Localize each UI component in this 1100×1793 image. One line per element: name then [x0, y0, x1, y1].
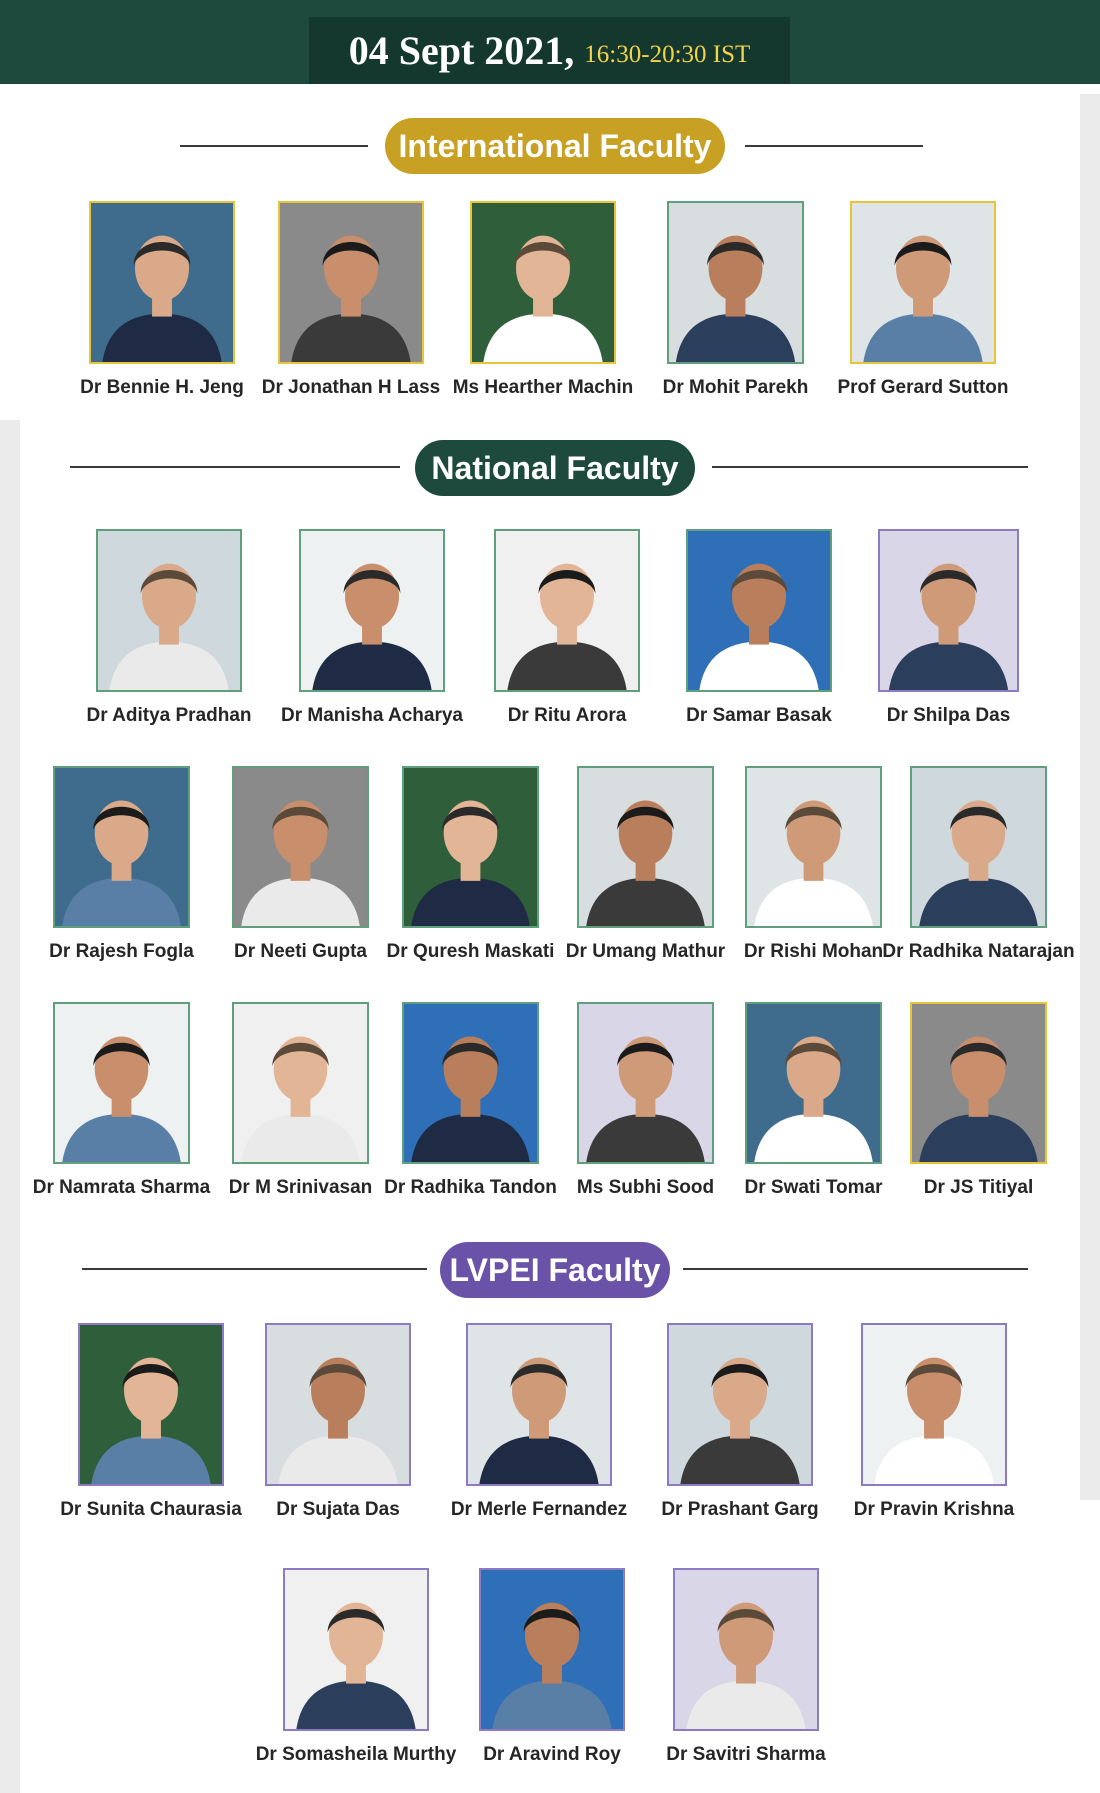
faculty-name: Dr Aditya Pradhan	[86, 705, 252, 726]
national-faculty-card	[49, 766, 194, 968]
national-faculty-card	[86, 529, 252, 732]
national-faculty-card	[882, 766, 1075, 968]
faculty-portrait	[283, 1568, 429, 1731]
faculty-name: Dr Bennie H. Jeng	[80, 377, 244, 398]
faculty-name: Dr Somasheila Murthy	[255, 1744, 457, 1765]
faculty-portrait	[686, 529, 832, 692]
national-faculty-card	[281, 529, 463, 732]
faculty-portrait	[667, 201, 804, 364]
faculty-name: Dr Pravin Krishna	[853, 1499, 1015, 1520]
faculty-portrait	[53, 766, 190, 928]
national-faculty-card	[878, 529, 1019, 732]
faculty-portrait	[850, 201, 996, 364]
faculty-portrait	[673, 1568, 819, 1731]
national-faculty-title: National Faculty	[415, 440, 695, 496]
header-bar	[0, 0, 1100, 84]
person-portrait-icon	[91, 203, 233, 362]
faculty-name: Dr Sunita Chaurasia	[60, 1499, 242, 1520]
person-portrait-icon	[675, 1570, 817, 1729]
person-portrait-icon	[852, 203, 994, 362]
national-faculty-card	[228, 1002, 373, 1204]
faculty-portrait	[494, 529, 640, 692]
national-line-left	[70, 466, 400, 468]
event-time: 16:30-20:30 IST	[584, 40, 751, 68]
faculty-portrait	[479, 1568, 625, 1731]
person-portrait-icon	[880, 531, 1017, 690]
faculty-name: Dr Namrata Sharma	[32, 1177, 211, 1198]
international-faculty-card	[837, 201, 1009, 404]
person-portrait-icon	[688, 531, 830, 690]
lvpei-faculty-card	[661, 1323, 819, 1526]
international-faculty-card	[662, 201, 809, 404]
person-portrait-icon	[301, 531, 443, 690]
faculty-name: Dr JS Titiyal	[923, 1177, 1034, 1198]
faculty-portrait	[232, 766, 369, 928]
faculty-name: Dr Radhika Tandon	[384, 1177, 557, 1198]
faculty-name: Dr M Srinivasan	[228, 1177, 373, 1198]
person-portrait-icon	[481, 1570, 623, 1729]
faculty-portrait	[96, 529, 242, 692]
faculty-portrait	[910, 766, 1047, 928]
lvpei-faculty-card	[479, 1568, 625, 1771]
international-faculty-card	[80, 201, 244, 404]
faculty-name: Dr Jonathan H Lass	[261, 377, 441, 398]
faculty-portrait	[910, 1002, 1047, 1164]
person-portrait-icon	[747, 768, 880, 926]
lvpei-line-left	[82, 1268, 427, 1270]
national-faculty-card	[384, 1002, 557, 1204]
lvpei-faculty-card	[255, 1568, 457, 1771]
person-portrait-icon	[98, 531, 240, 690]
faculty-name: Dr Merle Fernandez	[450, 1499, 628, 1520]
left-side-strip	[0, 420, 20, 1793]
national-faculty-card	[232, 766, 369, 968]
event-date-box	[309, 17, 790, 84]
international-faculty-card	[261, 201, 441, 404]
person-portrait-icon	[468, 1325, 610, 1484]
person-portrait-icon	[912, 1004, 1045, 1162]
national-faculty-card	[32, 1002, 211, 1204]
lvpei-faculty-card	[853, 1323, 1015, 1526]
faculty-portrait	[745, 1002, 882, 1164]
national-faculty-card	[386, 766, 555, 968]
faculty-portrait	[466, 1323, 612, 1486]
faculty-name: Dr Savitri Sharma	[666, 1744, 826, 1765]
faculty-portrait	[78, 1323, 224, 1486]
faculty-portrait	[265, 1323, 411, 1486]
faculty-portrait	[577, 766, 714, 928]
faculty-name: Dr Radhika Natarajan	[882, 941, 1075, 962]
national-line-right	[712, 466, 1028, 468]
person-portrait-icon	[472, 203, 614, 362]
person-portrait-icon	[280, 203, 422, 362]
person-portrait-icon	[80, 1325, 222, 1484]
person-portrait-icon	[579, 1004, 712, 1162]
faculty-portrait	[278, 201, 424, 364]
faculty-portrait	[667, 1323, 813, 1486]
faculty-name: Dr Shilpa Das	[886, 705, 1011, 726]
faculty-portrait	[861, 1323, 1007, 1486]
lvpei-faculty-card	[666, 1568, 826, 1771]
intl-line-left	[180, 145, 368, 147]
faculty-portrait	[89, 201, 235, 364]
person-portrait-icon	[669, 1325, 811, 1484]
faculty-name: Dr Samar Basak	[686, 705, 832, 726]
person-portrait-icon	[55, 768, 188, 926]
faculty-portrait	[232, 1002, 369, 1164]
faculty-portrait	[878, 529, 1019, 692]
international-faculty-title: International Faculty	[385, 118, 725, 174]
faculty-name: Dr Swati Tomar	[744, 1177, 883, 1198]
right-side-strip	[1080, 94, 1100, 1500]
faculty-portrait	[402, 766, 539, 928]
faculty-portrait	[402, 1002, 539, 1164]
faculty-portrait	[470, 201, 616, 364]
faculty-portrait	[745, 766, 882, 928]
lvpei-faculty-title: LVPEI Faculty	[440, 1242, 670, 1298]
person-portrait-icon	[55, 1004, 188, 1162]
intl-line-right	[745, 145, 923, 147]
national-faculty-card	[686, 529, 832, 732]
person-portrait-icon	[669, 203, 802, 362]
person-portrait-icon	[496, 531, 638, 690]
lvpei-line-right	[683, 1268, 1028, 1270]
faculty-name: Dr Manisha Acharya	[281, 705, 463, 726]
faculty-name: Prof Gerard Sutton	[837, 377, 1009, 398]
lvpei-faculty-card	[265, 1323, 411, 1526]
person-portrait-icon	[234, 768, 367, 926]
faculty-name: Dr Sujata Das	[276, 1499, 400, 1520]
faculty-name: Dr Quresh Maskati	[386, 941, 555, 962]
person-portrait-icon	[747, 1004, 880, 1162]
faculty-name: Dr Rajesh Fogla	[49, 941, 194, 962]
person-portrait-icon	[579, 768, 712, 926]
faculty-name: Dr Mohit Parekh	[662, 377, 809, 398]
international-faculty-card	[452, 201, 634, 404]
faculty-name: Dr Neeti Gupta	[233, 941, 368, 962]
person-portrait-icon	[863, 1325, 1005, 1484]
person-portrait-icon	[404, 1004, 537, 1162]
faculty-name: Dr Rishi Mohan	[743, 941, 884, 962]
faculty-name: Ms Subhi Sood	[576, 1177, 715, 1198]
national-faculty-card	[494, 529, 640, 732]
national-faculty-card	[745, 766, 882, 968]
person-portrait-icon	[404, 768, 537, 926]
person-portrait-icon	[267, 1325, 409, 1484]
faculty-portrait	[53, 1002, 190, 1164]
faculty-name: Dr Prashant Garg	[661, 1499, 819, 1520]
lvpei-faculty-card	[60, 1323, 242, 1526]
national-faculty-card	[745, 1002, 882, 1204]
national-faculty-card	[565, 766, 726, 968]
lvpei-faculty-card	[450, 1323, 628, 1526]
faculty-name: Ms Hearther Machin	[452, 377, 634, 398]
national-faculty-card	[910, 1002, 1047, 1204]
faculty-portrait	[299, 529, 445, 692]
person-portrait-icon	[234, 1004, 367, 1162]
faculty-name: Dr Umang Mathur	[565, 941, 726, 962]
faculty-name: Dr Ritu Arora	[507, 705, 627, 726]
person-portrait-icon	[912, 768, 1045, 926]
person-portrait-icon	[285, 1570, 427, 1729]
event-date: 04 Sept 2021,	[348, 28, 575, 73]
faculty-name: Dr Aravind Roy	[483, 1744, 621, 1765]
faculty-portrait	[577, 1002, 714, 1164]
national-faculty-card	[577, 1002, 714, 1204]
